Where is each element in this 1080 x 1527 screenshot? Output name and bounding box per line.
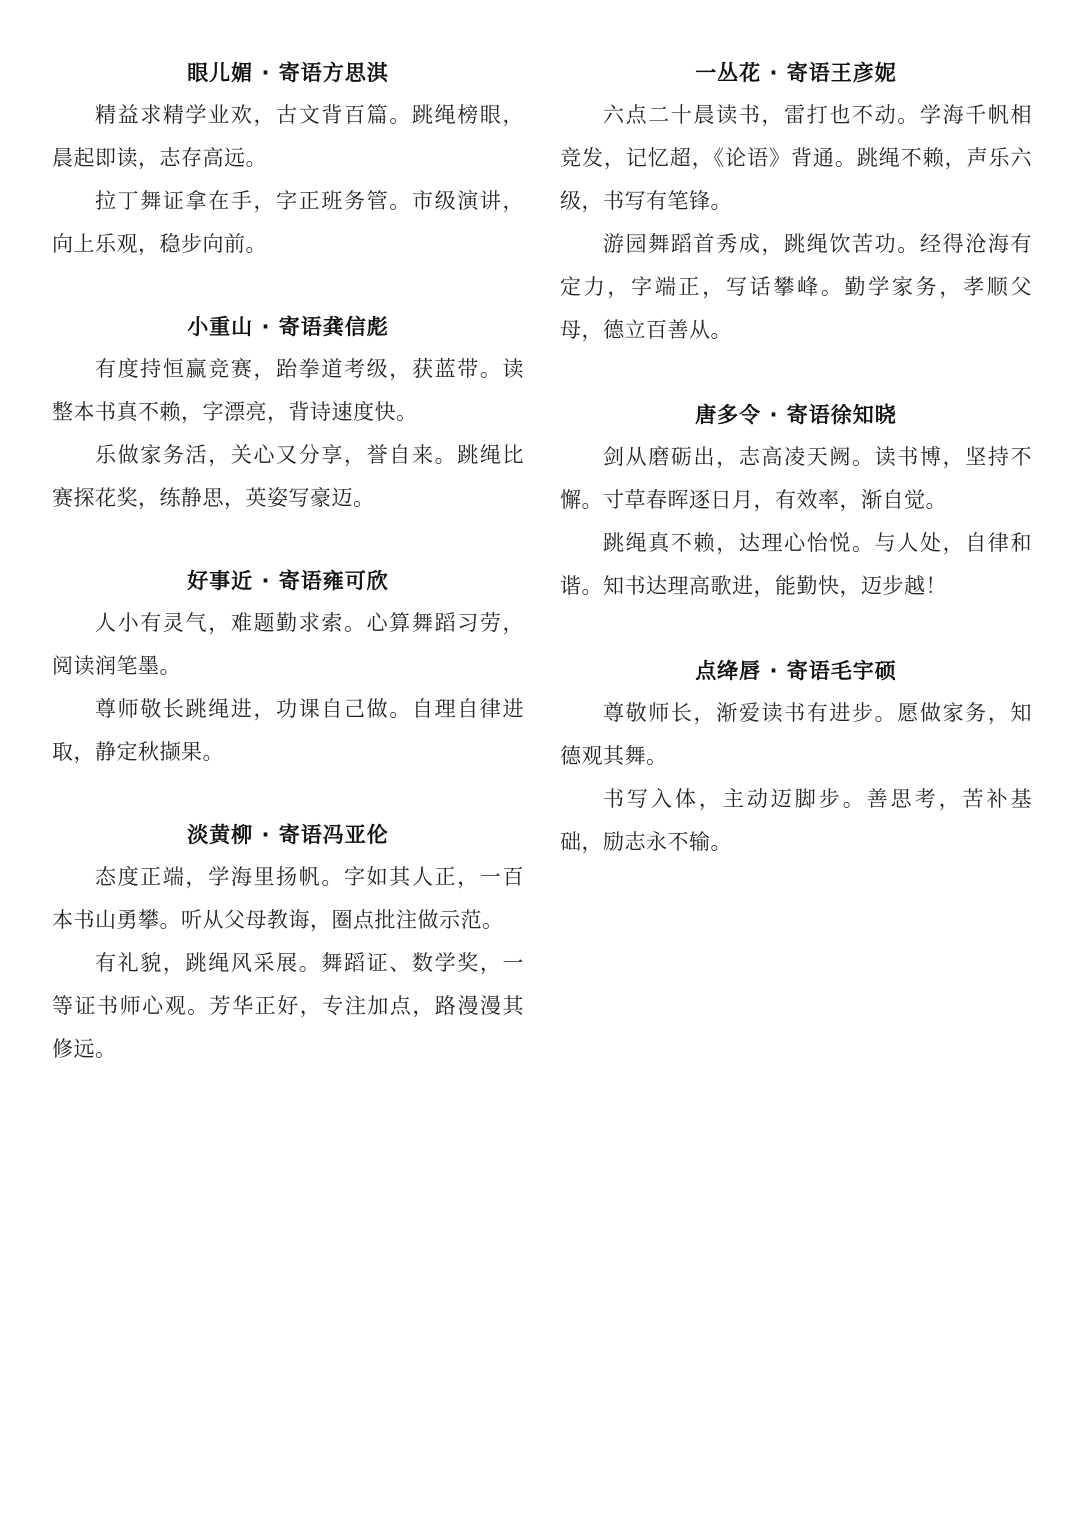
poem-title: 点绛唇 · 寄语毛宇硕 xyxy=(695,659,897,683)
poem-title: 好事近 · 寄语雍可欣 xyxy=(187,569,389,593)
poem-stanza: 有礼貌，跳绳风采展。舞蹈证、数学奖，一等证书师心观。芳华正好，专注加点，路漫漫其修远。 xyxy=(52,951,524,1061)
poem-spacer xyxy=(52,520,524,560)
poem-stanza: 态度正端，学海里扬帆。字如其人正，一百本书山勇攀。听从父母教诲，圈点批注做示范。 xyxy=(52,865,524,932)
poem-spacer xyxy=(560,608,1032,650)
poem xyxy=(52,52,524,266)
poem xyxy=(560,650,1032,864)
poem-stanza: 尊师敬长跳绳进，功课自己做。自理自律进取，静定秋撷果。 xyxy=(52,697,524,764)
right-column xyxy=(560,52,1032,864)
poem xyxy=(52,814,524,1071)
poem-stanza: 游园舞蹈首秀成，跳绳饮苦功。经得沧海有定力，字端正，写话攀峰。勤学家务，孝顺父母，德立百善从。 xyxy=(560,232,1032,342)
poem-stanza: 跳绳真不赖，达理心怡悦。与人处，自律和谐。知书达理高歌进，能勤快，迈步越！ xyxy=(560,531,1032,598)
poem-title: 小重山 · 寄语龚信彪 xyxy=(187,315,389,339)
poem-stanza: 尊敬师长，渐爱读书有进步。愿做家务，知德观其舞。 xyxy=(560,701,1032,768)
poem-stanza: 乐做家务活，关心又分享，誉自来。跳绳比赛探花奖，练静思，英姿写豪迈。 xyxy=(52,443,524,510)
poem-title: 眼儿媚 · 寄语方思淇 xyxy=(187,61,389,85)
poem-stanza: 剑从磨砺出，志高凌天阙。读书博，坚持不懈。寸草春晖逐日月，有效率，渐自觉。 xyxy=(560,445,1032,512)
poem-title: 一丛花 · 寄语王彦妮 xyxy=(695,61,897,85)
poem xyxy=(560,52,1032,352)
poem-stanza: 有度持恒赢竞赛，跆拳道考级，获蓝带。读整本书真不赖，字漂亮，背诗速度快。 xyxy=(52,357,524,424)
poem-stanza: 书写入体，主动迈脚步。善思考，苦补基础，励志永不输。 xyxy=(560,787,1032,854)
poem xyxy=(52,306,524,520)
poem-title: 唐多令 · 寄语徐知晓 xyxy=(695,403,897,427)
poem-stanza: 六点二十晨读书，雷打也不动。学海千帆相竞发，记忆超，《论语》背通。跳绳不赖，声乐六级，书写有笔锋。 xyxy=(560,103,1032,213)
poem-stanza: 拉丁舞证拿在手，字正班务管。市级演讲，向上乐观，稳步向前。 xyxy=(52,189,524,256)
poem-spacer xyxy=(52,266,524,306)
poem-spacer xyxy=(52,774,524,814)
poem-stanza: 人小有灵气，难题勤求索。心算舞蹈习劳，阅读润笔墨。 xyxy=(52,611,524,678)
poem xyxy=(52,560,524,774)
poem xyxy=(560,394,1032,608)
left-column xyxy=(52,52,524,1071)
poem-title: 淡黄柳 · 寄语冯亚伦 xyxy=(187,823,389,847)
poem-stanza: 精益求精学业欢，古文背百篇。跳绳榜眼，晨起即读，志存高远。 xyxy=(52,103,524,170)
poem-spacer xyxy=(560,352,1032,394)
